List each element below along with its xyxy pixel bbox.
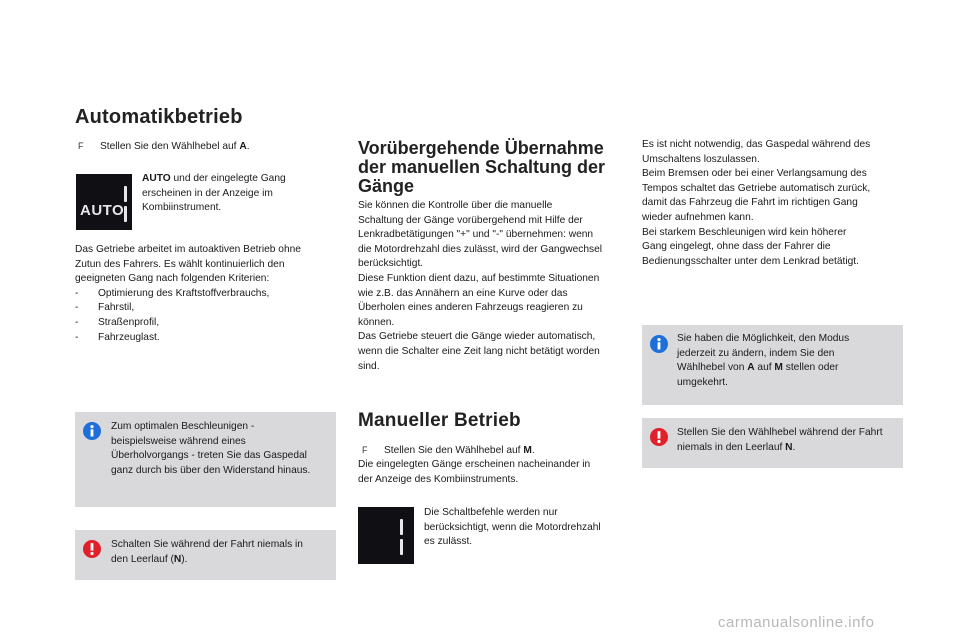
info-note-acceleration: Zum optimalen Beschleunigen - beispielsweise während eines Überholvorgangs - treten Sie das Gaspedal ganz durch bis über den Widerstand hinaus. (75, 412, 336, 507)
auto-display-image (76, 174, 132, 230)
right-paragraph: Es ist nicht notwendig, das Gaspedal während des Umschaltens loszulassen. Beim Bremsen oder bei einer Verlangsamung des Tempos schaltet das Getriebe automatisch zurück, damit das Fahrzeug die Fahrt im richtigen Gang wieder aufnehmen kann. Bei starkem Beschleunigen wird kein höherer Gang eingelegt, ohne dass der Fahrer die Bedienungsschalter unter dem Lenkrad betätigt. (642, 139, 871, 267)
manual-step-paragraph: Die eingelegten Gänge erscheinen nacheinander in der Anzeige des Kombiinstruments. (358, 459, 591, 485)
gear-bar-bottom (124, 206, 127, 222)
step-select-a: F Stellen Sie den Wählhebel auf A. (78, 141, 250, 152)
auto-description: AUTO und der eingelegte Gang erscheinen in der Anzeige im Kombiinstrument. (142, 173, 286, 214)
auto-display-text: AUTO (80, 202, 125, 219)
list-item: - Fahrzeuglast. (75, 331, 160, 343)
warning-note-neutral-lever: Stellen Sie den Wählhebel während der Fahrt niemals in den Leerlauf N. (642, 418, 903, 468)
list-item: - Optimierung des Kraftstoffverbrauchs, (75, 287, 270, 299)
list-item: - Fahrstil, (75, 302, 135, 314)
section-title-temporary-manual: Vorübergehende Übernahme der manuellen Schaltung der Gänge (358, 138, 606, 196)
section-title-manual-operation: Manueller Betrieb (358, 410, 521, 431)
info-note-mode-change: Sie haben die Möglichkeit, den Modus jederzeit zu ändern, indem Sie den Wählhebel von A auf M stellen oder umgekehrt. (642, 325, 903, 405)
step-marker: F (362, 445, 368, 455)
temporary-manual-paragraph: Sie können die Kontrolle über die manuelle Schaltung der Gänge vorübergehend mit Hilfe der Lenkradbetätigungen "+" und "-" übernehmen: wenn die Motordrehzahl dies zulässt, wird der Gangwechsel berücksichtigt. Diese Funktion dient dazu, auf bestimmte Situationen wie z.B. das Annähern an eine Kurve oder das Überholen eines anderen Fahrzeugs reagieren zu können. Das Getriebe steuert die Gänge wieder automatisch, wenn die Schalter eine Zeit lang nicht betätigt worden sind. (358, 200, 603, 372)
manual-display-note: Die Schaltbefehle werden nur berücksichtigt, wenn die Motordrehzahl es zulässt. (424, 507, 601, 548)
gear-bar-bottom (400, 539, 403, 555)
info-icon (650, 335, 668, 353)
list-item: - Straßenprofil, (75, 316, 160, 328)
step-select-m: F Stellen Sie den Wählhebel auf M. (362, 445, 535, 456)
step-marker: F (78, 141, 84, 151)
manual-display-image (358, 507, 414, 564)
gear-bar-top (400, 519, 403, 535)
auto-paragraph: Das Getriebe arbeitet im autoaktiven Betrieb ohne Zutun des Fahrers. Es wählt kontinuierlich den geeigneten Gang nach folgenden Kriterien: - Optimierung des Kraftstoffverbrauchs, - Fahrstil, - Straßenprofil, - Fahrzeuglast. (75, 243, 345, 345)
warning-icon (650, 428, 668, 446)
info-icon (83, 422, 101, 440)
gear-bar-top (124, 186, 127, 202)
warning-icon (83, 540, 101, 558)
footer-watermark: carmanualsonline.info (718, 614, 875, 631)
warning-note-neutral: Schalten Sie während der Fahrt niemals in den Leerlauf (N). (75, 530, 336, 580)
section-title-automatikbetrieb: Automatikbetrieb (75, 106, 243, 128)
